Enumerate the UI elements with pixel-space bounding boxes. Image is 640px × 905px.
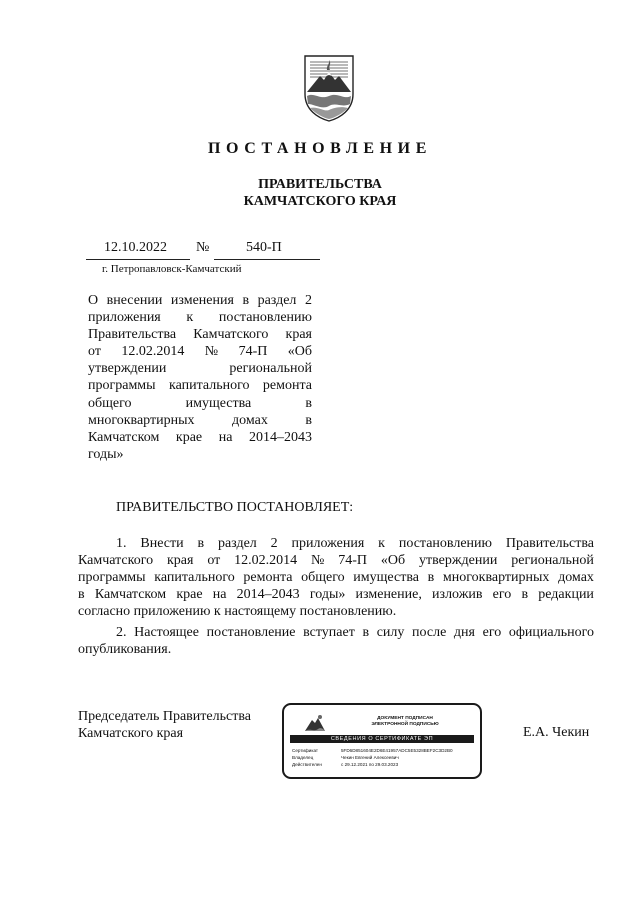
word: на [218, 429, 233, 445]
text-line [78, 569, 594, 586]
stamp-row [292, 754, 453, 761]
word: дня [453, 625, 475, 640]
word: его [492, 587, 512, 603]
paragraph-2 [78, 624, 594, 658]
text-line [78, 624, 594, 641]
document-date: 12.10.2022 [104, 240, 167, 255]
word: раздел [257, 293, 297, 308]
word: 2. [116, 625, 127, 640]
text-line [88, 309, 312, 326]
word: Правительства [505, 536, 594, 551]
word: в [362, 625, 370, 640]
issuer-line-1: ПРАВИТЕЛЬСТВА [258, 177, 382, 192]
word: ремонта [262, 378, 312, 394]
word: годы» [309, 587, 346, 603]
word: Настоящее [134, 625, 199, 640]
text-line [88, 446, 312, 463]
word: в [305, 412, 312, 428]
text-line [88, 395, 312, 412]
word: региональной [511, 553, 594, 569]
stamp-heading [340, 716, 470, 728]
word: 2 [270, 536, 278, 551]
stamp-row-value: Чекин Евгений Алексеевич [341, 755, 399, 761]
coat-of-arms-icon [304, 713, 326, 733]
word: региональной [229, 361, 312, 377]
word: Внести [140, 536, 184, 551]
text-line [88, 412, 312, 429]
word: многоквартирных [88, 412, 195, 428]
text-line [88, 429, 312, 446]
word: имущества [353, 570, 419, 586]
word: ремонта [243, 570, 293, 586]
text-line [88, 343, 312, 360]
word: Камчатского [78, 553, 154, 569]
electronic-signature-stamp [282, 703, 482, 779]
text-line [78, 603, 594, 620]
word: утверждении [419, 553, 498, 569]
text-line [78, 641, 594, 658]
signatory-position [78, 708, 251, 742]
word: многоквартирных [442, 570, 550, 586]
word: изменения [170, 293, 234, 308]
stamp-row-value: 5FD6D851604E2D6E41957ADC5E5328BEF2C3D2B0 [341, 748, 453, 753]
document-city: г. Петропавловск-Камчатский [102, 263, 242, 275]
word: О [88, 293, 99, 308]
word: приложения [88, 310, 161, 326]
word: постановлению [398, 536, 492, 551]
word: в [197, 536, 205, 551]
word: годы» [88, 446, 124, 462]
stamp-row [292, 747, 453, 754]
stamp-certificate-details [292, 747, 453, 769]
document-number: 540-П [246, 240, 282, 255]
word: изложив [432, 587, 483, 603]
word: № [204, 344, 219, 360]
word: в [78, 587, 85, 603]
word: его [482, 625, 502, 640]
word: 2014–2043 [236, 587, 300, 603]
word: силу [376, 625, 405, 640]
word: в [242, 293, 250, 308]
document-subject [88, 292, 312, 463]
text-line [88, 360, 312, 377]
word: «Об [380, 553, 406, 569]
issuer-heading [0, 176, 640, 210]
word: имущества [185, 395, 252, 411]
word: Камчатского [193, 327, 269, 343]
stamp-heading-line-2: ЭЛЕКТРОННОЙ ПОДПИСЬЮ [371, 722, 439, 727]
word: Правительства [88, 327, 177, 343]
stamp-row-label: Действителен [292, 762, 322, 768]
word: 2014–2043 [249, 429, 312, 445]
word: приложения [291, 536, 365, 551]
issuer-line-2: КАМЧАТСКОГО КРАЯ [243, 194, 397, 209]
word: от [88, 344, 101, 360]
word: раздел [217, 536, 257, 551]
word: от [207, 553, 221, 569]
word: утверждении [88, 361, 167, 377]
date-underline [86, 259, 190, 260]
word: в [521, 587, 529, 603]
stamp-row-label: Сертификат [292, 748, 319, 753]
text-line [78, 552, 594, 569]
signatory-position-line-1: Председатель Правительства [78, 709, 251, 724]
word: программы [78, 570, 146, 586]
paragraph-1 [78, 535, 594, 620]
word: опубликования. [78, 642, 172, 658]
word: 12.02.2014 [121, 344, 185, 360]
word: официального [508, 625, 594, 640]
word: редакции [538, 587, 594, 603]
stamp-row-label: Владелец [292, 755, 314, 761]
word: 12.02.2014 [234, 553, 298, 569]
signatory-position-line-2: Камчатского края [78, 726, 184, 741]
word: после [412, 625, 447, 640]
kamchatka-coat-of-arms [302, 54, 356, 122]
word: 74-П [238, 344, 268, 360]
word: вступает [303, 625, 355, 640]
word: изменение, [355, 587, 422, 603]
word: в [305, 395, 312, 411]
word: капитального [169, 378, 250, 394]
word: крае [175, 429, 203, 445]
word: согласно приложению к настоящему постановлению. [78, 604, 397, 620]
word: 2 [304, 293, 312, 308]
word: общего [88, 395, 132, 411]
word: домах [558, 570, 594, 586]
text-line [88, 292, 312, 309]
signatory-name: Е.А. Чекин [523, 725, 590, 740]
word: капитального [154, 570, 235, 586]
word: на [212, 587, 227, 603]
stamp-certificate-bar: СВЕДЕНИЯ О СЕРТИФИКАТЕ ЭП [290, 735, 474, 743]
text-line [78, 586, 594, 603]
word: внесении [106, 293, 163, 308]
stamp-row [292, 761, 453, 768]
word: постановление [206, 625, 296, 640]
word: домах [232, 412, 268, 428]
stamp-row-value: с 29.12.2021 по 29.03.2023 [341, 762, 399, 768]
word: постановлению [218, 310, 312, 326]
text-line [88, 326, 312, 343]
word: к [186, 310, 194, 326]
resolves-heading: ПРАВИТЕЛЬСТВО ПОСТАНОВЛЯЕТ: [116, 500, 354, 515]
word: к [378, 536, 385, 551]
text-line [78, 535, 594, 552]
word: крае [176, 587, 203, 603]
word: № [311, 553, 325, 569]
text-line [88, 377, 312, 394]
word: «Об [287, 344, 312, 360]
word: края [166, 553, 194, 569]
word: программы [88, 378, 156, 394]
document-title: ПОСТАНОВЛЕНИЕ [208, 140, 432, 157]
stamp-heading-line-1: ДОКУМЕНТ ПОДПИСАН [377, 716, 433, 721]
word: общего [301, 570, 345, 586]
word: 74-П [338, 553, 368, 569]
word: края [285, 327, 312, 343]
word: в [427, 570, 435, 586]
number-underline [214, 259, 320, 260]
word: 1. [116, 536, 127, 551]
number-sign: № [196, 240, 210, 255]
word: Камчатском [88, 429, 160, 445]
word: Камчатском [94, 587, 167, 603]
